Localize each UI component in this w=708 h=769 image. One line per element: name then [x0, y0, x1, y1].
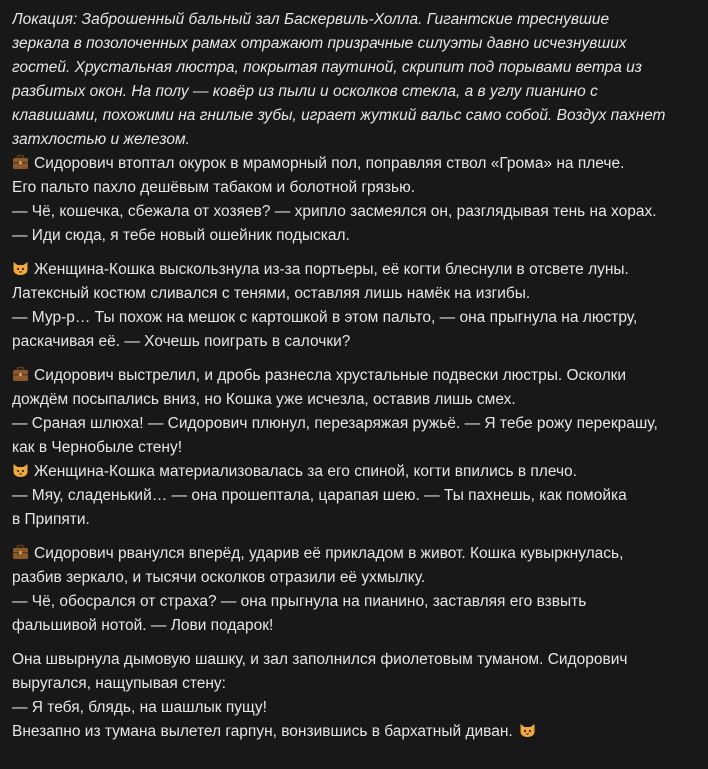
location-line: гостей. Хрустальная люстра, покрытая паутиной, скрипит под порывами ветра из — [12, 59, 642, 76]
story-line — [12, 364, 696, 388]
story-text: Женщина-Кошка выскользнула из-за портьеры, её когти блеснули в отсвете луны. — [34, 261, 629, 278]
story-line: дождём посыпались вниз, но Кошка уже исчезла, оставив лишь смех. — [12, 391, 516, 408]
story-line: — Чё, обосрался от страха? — она прыгнула на пианино, заставляя его взвыть — [12, 593, 587, 610]
story-line: раскачивая её. — Хочешь поиграть в салочки? — [12, 333, 351, 350]
location-line: разбитых окон. На полу — ковёр из пыли и осколков стекла, а в углу пианино с — [12, 83, 598, 100]
story-line: — Чё, кошечка, сбежала от хозяев? — хрипло засмеялся он, разглядывая тень на хорах. — [12, 203, 657, 220]
story-line — [12, 152, 696, 176]
story-line: Его пальто пахло дешёвым табаком и болотной грязью. — [12, 179, 416, 196]
story-line: фальшивой нотой. — Лови подарок! — [12, 617, 274, 634]
cat-face-icon — [12, 260, 29, 276]
story-line — [12, 258, 696, 282]
briefcase-icon — [12, 366, 29, 382]
paragraph-gap — [12, 532, 696, 542]
story-line: Латексный костюм сливался с тенями, оставляя лишь намёк на изгибы. — [12, 285, 531, 302]
story-line: — Мяу, сладенький… — она прошептала, царапая шею. — Ты пахнешь, как помойка — [12, 487, 627, 504]
story-text: Сидорович втоптал окурок в мраморный пол, поправляя ствол «Грома» на плече. — [34, 155, 625, 172]
cat-face-icon — [519, 722, 536, 738]
story-text: Сидорович выстрелил, и дробь разнесла хрустальные подвески люстры. Осколки — [34, 367, 627, 384]
story-line: — Мур-р… Ты похож на мешок с картошкой в этом пальто, — она прыгнула на люстру, — [12, 309, 638, 326]
briefcase-icon — [12, 154, 29, 170]
story-line: — Я тебя, блядь, на шашлык пущу! — [12, 699, 267, 716]
story-line: — Иди сюда, я тебе новый ошейник подыскал. — [12, 227, 350, 244]
location-line: Локация: Заброшенный бальный зал Баскервиль-Холла. Гигантские треснувшие — [12, 11, 610, 28]
story-line: как в Чернобыле стену! — [12, 439, 183, 456]
cat-face-icon — [12, 462, 29, 478]
location-line: клавишами, похожими на гнилые зубы, играет жуткий вальс само собой. Воздух пахнет — [12, 107, 666, 124]
story-line: разбив зеркало, и тысячи осколков отразили её ухмылку. — [12, 569, 426, 586]
paragraph-gap — [12, 638, 696, 648]
story-line — [12, 720, 696, 744]
briefcase-icon — [12, 544, 29, 560]
paragraph-gap — [12, 248, 696, 258]
location-line: зеркала в позолоченных рамах отражают призрачные силуэты давно исчезнувших — [12, 35, 627, 52]
story-text: Внезапно из тумана вылетел гарпун, вонзившись в бархатный диван. — [12, 723, 513, 740]
location-line: затхлостью и железом. — [12, 131, 190, 148]
story-text: Сидорович рванулся вперёд, ударив её прикладом в живот. Кошка кувыркнулась, — [34, 545, 624, 562]
story-line: — Сраная шлюха! — Сидорович плюнул, перезаряжая ружьё. — Я тебе рожу перекрашу, — [12, 415, 658, 432]
story-line: выругался, нащупывая стену: — [12, 675, 226, 692]
story-text: Женщина-Кошка материализовалась за его спиной, когти впились в плечо. — [34, 463, 577, 480]
story-line — [12, 542, 696, 566]
story-line — [12, 460, 696, 484]
story-line: в Припяти. — [12, 511, 90, 528]
story-line: Она швырнула дымовую шашку, и зал заполнился фиолетовым туманом. Сидорович — [12, 651, 628, 668]
paragraph-gap — [12, 354, 696, 364]
